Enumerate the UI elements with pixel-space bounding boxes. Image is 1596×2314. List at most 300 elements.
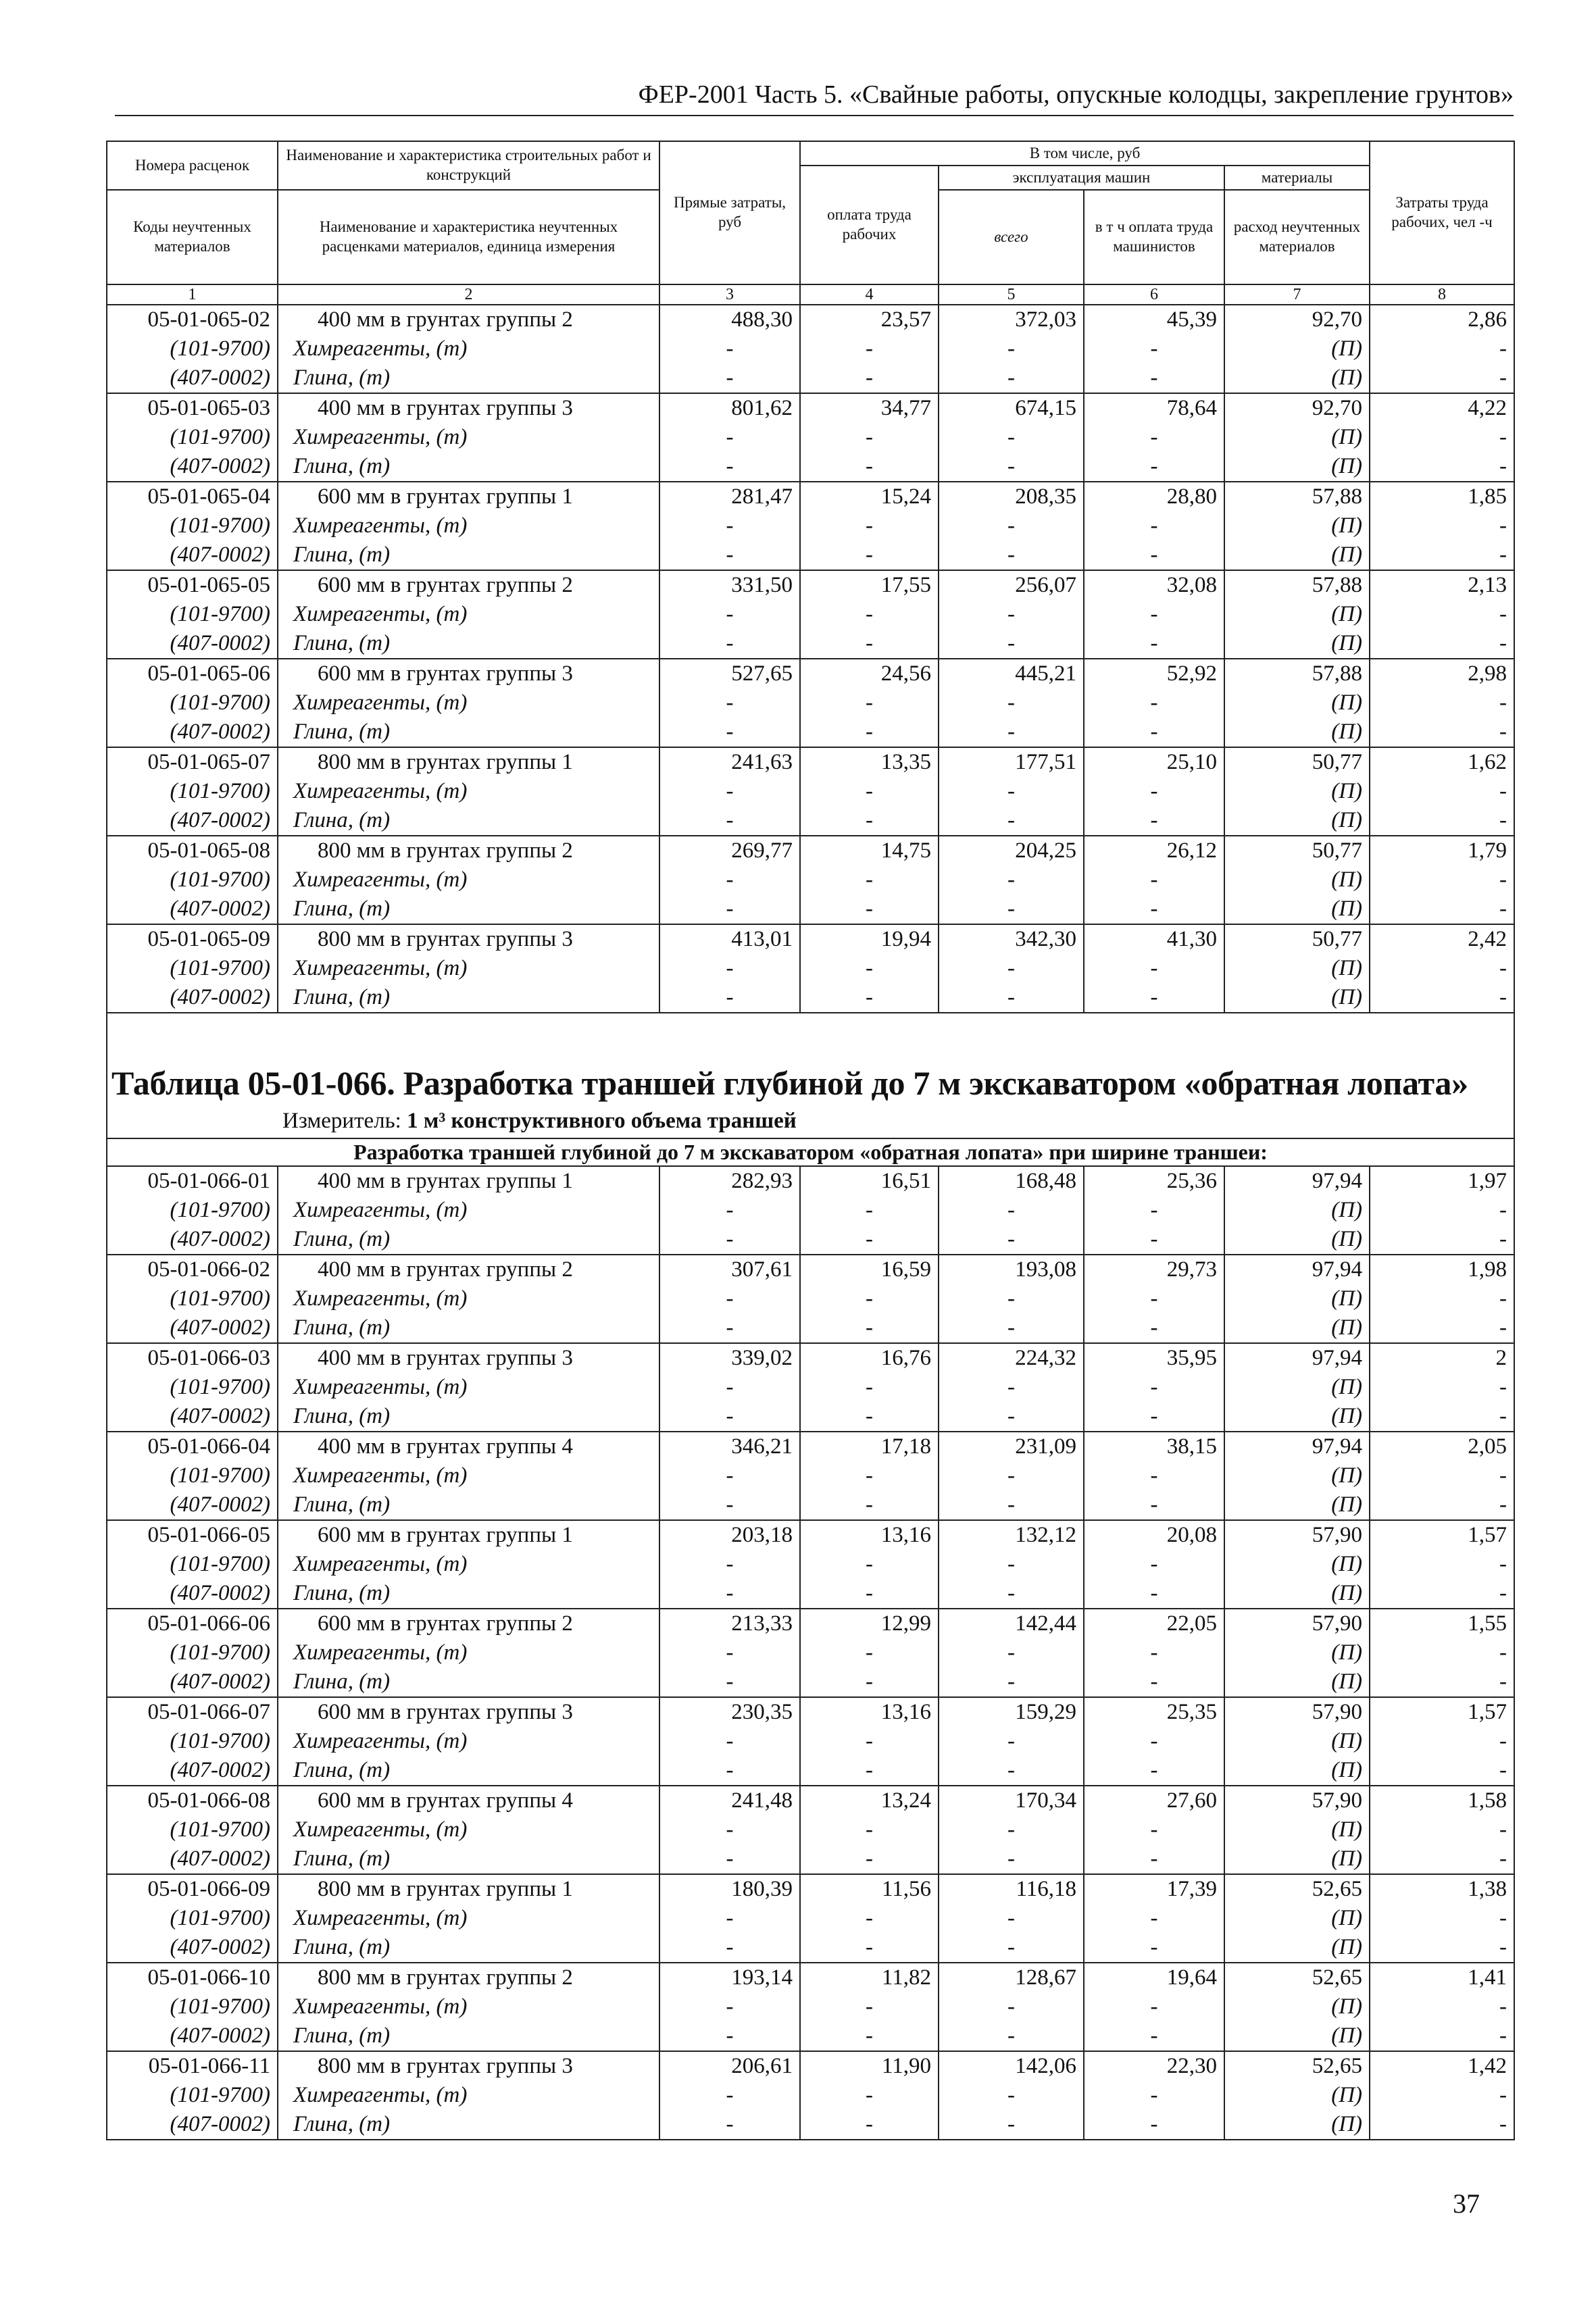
material-cost: 97,94 [1224, 1166, 1370, 1196]
machinist-labor-cost: 25,36 [1084, 1166, 1224, 1196]
rate-row [107, 1609, 1514, 1638]
material-name: Глина, (т) [278, 540, 659, 570]
rate-row [107, 659, 1514, 688]
material-name: Глина, (т) [278, 1667, 659, 1697]
rates-table [106, 141, 1515, 2140]
dash-cell: - [1084, 806, 1224, 836]
labor-cost: 34,77 [800, 393, 939, 423]
dash-cell: - [939, 2110, 1084, 2140]
labor-hours: 1,98 [1370, 1255, 1514, 1284]
dash-cell: - [939, 718, 1084, 747]
dash-cell: - [1084, 895, 1224, 924]
dash-cell: - [659, 1579, 800, 1609]
machinist-labor-cost: 41,30 [1084, 924, 1224, 954]
rate-name: 400 мм в грунтах группы 1 [278, 1166, 659, 1196]
material-code: (407-0002) [107, 1313, 278, 1343]
material-code: (407-0002) [107, 718, 278, 747]
dash-cell: - [1084, 1196, 1224, 1225]
dash-cell: - [1370, 1638, 1514, 1667]
material-row [107, 1904, 1514, 1933]
material-name: Химреагенты, (т) [278, 1461, 659, 1490]
material-row [107, 1284, 1514, 1313]
column-number: 3 [659, 284, 800, 305]
column-number: 4 [800, 284, 939, 305]
labor-cost: 14,75 [800, 836, 939, 865]
dash-cell: - [659, 1667, 800, 1697]
rate-code: 05-01-066-07 [107, 1697, 278, 1727]
machinist-labor-cost: 22,05 [1084, 1609, 1224, 1638]
material-row [107, 1225, 1514, 1255]
dash-cell: - [800, 1933, 939, 1963]
material-cost: 52,65 [1224, 1963, 1370, 1992]
labor-hours: 1,57 [1370, 1697, 1514, 1727]
material-name: Химреагенты, (т) [278, 423, 659, 452]
dash-cell: - [800, 865, 939, 895]
unaccounted-mark: (П) [1224, 1550, 1370, 1579]
dash-cell: - [800, 2081, 939, 2110]
unaccounted-mark: (П) [1224, 1756, 1370, 1786]
machine-cost: 256,07 [939, 570, 1084, 600]
dash-cell: - [800, 1461, 939, 1490]
dash-cell: - [939, 540, 1084, 570]
dash-cell: - [1370, 1904, 1514, 1933]
dash-cell: - [1370, 1313, 1514, 1343]
material-code: (407-0002) [107, 540, 278, 570]
dash-cell: - [1370, 718, 1514, 747]
dash-cell: - [939, 334, 1084, 363]
dash-cell: - [939, 1992, 1084, 2021]
machine-cost: 224,32 [939, 1343, 1084, 1373]
material-row [107, 1756, 1514, 1786]
dash-cell: - [800, 1756, 939, 1786]
material-row [107, 600, 1514, 629]
dash-cell: - [659, 511, 800, 540]
material-cost: 92,70 [1224, 305, 1370, 334]
dash-cell: - [1370, 1727, 1514, 1756]
material-cost: 57,90 [1224, 1609, 1370, 1638]
material-name: Химреагенты, (т) [278, 865, 659, 895]
dash-cell: - [1370, 983, 1514, 1013]
dash-cell: - [800, 2110, 939, 2140]
dash-cell: - [1370, 1284, 1514, 1313]
dash-cell: - [1370, 600, 1514, 629]
dash-cell: - [659, 688, 800, 718]
direct-cost: 269,77 [659, 836, 800, 865]
material-row [107, 1490, 1514, 1520]
material-cost: 57,90 [1224, 1786, 1370, 1815]
machinist-labor-cost: 45,39 [1084, 305, 1224, 334]
material-name: Химреагенты, (т) [278, 1196, 659, 1225]
dash-cell: - [1084, 1490, 1224, 1520]
material-name: Глина, (т) [278, 983, 659, 1013]
unaccounted-mark: (П) [1224, 2110, 1370, 2140]
machine-cost: 159,29 [939, 1697, 1084, 1727]
unaccounted-mark: (П) [1224, 688, 1370, 718]
dash-cell: - [1370, 777, 1514, 806]
labor-hours: 2,13 [1370, 570, 1514, 600]
rate-row [107, 2051, 1514, 2081]
machine-cost: 193,08 [939, 1255, 1084, 1284]
machine-cost: 132,12 [939, 1520, 1084, 1550]
unaccounted-mark: (П) [1224, 363, 1370, 393]
unaccounted-mark: (П) [1224, 895, 1370, 924]
material-cost: 57,90 [1224, 1520, 1370, 1550]
material-code: (101-9700) [107, 1196, 278, 1225]
machinist-labor-cost: 25,35 [1084, 1697, 1224, 1727]
column-number: 1 [107, 284, 278, 305]
dash-cell: - [939, 423, 1084, 452]
dash-cell: - [939, 1402, 1084, 1432]
material-row [107, 954, 1514, 983]
rate-row [107, 1786, 1514, 1815]
dash-cell: - [939, 1550, 1084, 1579]
rate-row [107, 747, 1514, 777]
direct-cost: 331,50 [659, 570, 800, 600]
material-code: (407-0002) [107, 1667, 278, 1697]
labor-cost: 13,24 [800, 1786, 939, 1815]
labor-hours: 2,42 [1370, 924, 1514, 954]
material-code: (407-0002) [107, 1933, 278, 1963]
dash-cell: - [800, 895, 939, 924]
labor-hours: 1,62 [1370, 747, 1514, 777]
rate-code: 05-01-065-04 [107, 482, 278, 511]
direct-cost: 193,14 [659, 1963, 800, 1992]
material-code: (407-0002) [107, 1402, 278, 1432]
dash-cell: - [1370, 1992, 1514, 2021]
dash-cell: - [939, 1373, 1084, 1402]
dash-cell: - [1084, 423, 1224, 452]
direct-cost: 801,62 [659, 393, 800, 423]
dash-cell: - [659, 954, 800, 983]
dash-cell: - [659, 1992, 800, 2021]
material-name: Химреагенты, (т) [278, 1373, 659, 1402]
col-direct-header: Прямые затраты, руб [659, 141, 800, 284]
dash-cell: - [800, 629, 939, 659]
machine-cost: 128,67 [939, 1963, 1084, 1992]
dash-cell: - [1084, 1638, 1224, 1667]
dash-cell: - [1084, 1461, 1224, 1490]
measure-label: Измеритель: [282, 1108, 407, 1133]
machinist-labor-cost: 38,15 [1084, 1432, 1224, 1461]
material-name: Глина, (т) [278, 629, 659, 659]
dash-cell: - [1084, 2081, 1224, 2110]
dash-cell: - [659, 865, 800, 895]
dash-cell: - [659, 629, 800, 659]
dash-cell: - [1084, 1550, 1224, 1579]
column-number: 5 [939, 284, 1084, 305]
unaccounted-mark: (П) [1224, 1490, 1370, 1520]
dash-cell: - [800, 2021, 939, 2051]
dash-cell: - [939, 2021, 1084, 2051]
dash-cell: - [939, 600, 1084, 629]
labor-hours: 1,41 [1370, 1963, 1514, 1992]
labor-hours: 2,86 [1370, 305, 1514, 334]
material-name: Глина, (т) [278, 363, 659, 393]
labor-cost: 16,76 [800, 1343, 939, 1373]
material-code: (101-9700) [107, 423, 278, 452]
dash-cell: - [659, 2081, 800, 2110]
dash-cell: - [1084, 688, 1224, 718]
dash-cell: - [659, 777, 800, 806]
price-table [106, 141, 1514, 2140]
material-code: (101-9700) [107, 1992, 278, 2021]
unaccounted-mark: (П) [1224, 1933, 1370, 1963]
material-row [107, 1402, 1514, 1432]
rate-row [107, 393, 1514, 423]
dash-cell: - [1084, 1727, 1224, 1756]
material-name: Химреагенты, (т) [278, 777, 659, 806]
dash-cell: - [939, 1638, 1084, 1667]
material-row [107, 865, 1514, 895]
rate-row [107, 924, 1514, 954]
dash-cell: - [659, 983, 800, 1013]
dash-cell: - [800, 1904, 939, 1933]
dash-cell: - [1370, 2021, 1514, 2051]
rate-row [107, 1255, 1514, 1284]
material-code: (101-9700) [107, 1904, 278, 1933]
dash-cell: - [1370, 452, 1514, 482]
rate-code: 05-01-066-10 [107, 1963, 278, 1992]
dash-cell: - [939, 954, 1084, 983]
material-row [107, 540, 1514, 570]
unaccounted-mark: (П) [1224, 1402, 1370, 1432]
dash-cell: - [1084, 1756, 1224, 1786]
dash-cell: - [1370, 688, 1514, 718]
labor-hours: 1,55 [1370, 1609, 1514, 1638]
direct-cost: 282,93 [659, 1166, 800, 1196]
machine-cost: 208,35 [939, 482, 1084, 511]
rate-code: 05-01-066-02 [107, 1255, 278, 1284]
dash-cell: - [659, 806, 800, 836]
unaccounted-mark: (П) [1224, 452, 1370, 482]
material-cost: 97,94 [1224, 1255, 1370, 1284]
machinist-labor-cost: 26,12 [1084, 836, 1224, 865]
material-name: Химреагенты, (т) [278, 1904, 659, 1933]
table1-body [107, 305, 1514, 1013]
dash-cell: - [939, 1815, 1084, 1844]
dash-cell: - [939, 1667, 1084, 1697]
material-name: Глина, (т) [278, 895, 659, 924]
dash-cell: - [659, 1638, 800, 1667]
rate-name: 600 мм в грунтах группы 3 [278, 659, 659, 688]
dash-cell: - [1370, 1815, 1514, 1844]
labor-hours: 1,57 [1370, 1520, 1514, 1550]
dash-cell: - [659, 1402, 800, 1432]
unaccounted-mark: (П) [1224, 1727, 1370, 1756]
dash-cell: - [939, 1490, 1084, 1520]
material-cost: 92,70 [1224, 393, 1370, 423]
machinist-labor-cost: 28,80 [1084, 482, 1224, 511]
dash-cell: - [800, 688, 939, 718]
dash-cell: - [1370, 511, 1514, 540]
unaccounted-mark: (П) [1224, 2081, 1370, 2110]
dash-cell: - [800, 511, 939, 540]
dash-cell: - [659, 1313, 800, 1343]
material-name: Глина, (т) [278, 1933, 659, 1963]
unaccounted-mark: (П) [1224, 2021, 1370, 2051]
col-name-header: Наименование и характеристика строительных работ и конструкций [278, 141, 659, 190]
unaccounted-mark: (П) [1224, 1373, 1370, 1402]
rate-row [107, 1697, 1514, 1727]
dash-cell: - [1370, 1667, 1514, 1697]
material-cost: 52,65 [1224, 2051, 1370, 2081]
dash-cell: - [1084, 1667, 1224, 1697]
direct-cost: 241,63 [659, 747, 800, 777]
dash-cell: - [800, 600, 939, 629]
dash-cell: - [939, 629, 1084, 659]
rate-code: 05-01-065-09 [107, 924, 278, 954]
col-codes-header: Номера расценок [107, 141, 278, 190]
rate-name: 400 мм в грунтах группы 3 [278, 1343, 659, 1373]
material-code: (101-9700) [107, 1638, 278, 1667]
rate-row [107, 305, 1514, 334]
material-cost: 57,88 [1224, 659, 1370, 688]
material-code: (101-9700) [107, 954, 278, 983]
dash-cell: - [800, 954, 939, 983]
page-number: 37 [1453, 2188, 1480, 2219]
table2-heading [107, 1013, 1514, 1166]
dash-cell: - [659, 1756, 800, 1786]
rate-code: 05-01-065-07 [107, 747, 278, 777]
column-number: 7 [1224, 284, 1370, 305]
material-code: (101-9700) [107, 1461, 278, 1490]
dash-cell: - [659, 1815, 800, 1844]
material-name: Химреагенты, (т) [278, 1992, 659, 2021]
dash-cell: - [800, 1490, 939, 1520]
rate-code: 05-01-066-06 [107, 1609, 278, 1638]
dash-cell: - [939, 1727, 1084, 1756]
col-material-name-header: Наименование и характеристика неучтенных расценками материалов, единица измерения [278, 190, 659, 284]
rate-code: 05-01-065-03 [107, 393, 278, 423]
dash-cell: - [800, 540, 939, 570]
material-row [107, 1373, 1514, 1402]
material-row [107, 1933, 1514, 1963]
unaccounted-mark: (П) [1224, 511, 1370, 540]
material-code: (101-9700) [107, 600, 278, 629]
material-cost: 97,94 [1224, 1343, 1370, 1373]
material-cost: 57,90 [1224, 1697, 1370, 1727]
dash-cell: - [800, 1638, 939, 1667]
material-code: (407-0002) [107, 452, 278, 482]
rate-name: 400 мм в грунтах группы 2 [278, 1255, 659, 1284]
machinist-labor-cost: 29,73 [1084, 1255, 1224, 1284]
dash-cell: - [939, 2081, 1084, 2110]
material-name: Глина, (т) [278, 1225, 659, 1255]
material-row [107, 629, 1514, 659]
dash-cell: - [939, 1196, 1084, 1225]
dash-cell: - [939, 895, 1084, 924]
material-cost: 97,94 [1224, 1432, 1370, 1461]
material-name: Химреагенты, (т) [278, 600, 659, 629]
dash-cell: - [939, 1904, 1084, 1933]
col-mach-total-header: всего [939, 190, 1084, 284]
material-code: (101-9700) [107, 334, 278, 363]
dash-cell: - [800, 1727, 939, 1756]
dash-cell: - [1084, 452, 1224, 482]
unaccounted-mark: (П) [1224, 1225, 1370, 1255]
material-row [107, 1196, 1514, 1225]
material-code: (407-0002) [107, 1756, 278, 1786]
dash-cell: - [659, 334, 800, 363]
material-code: (407-0002) [107, 983, 278, 1013]
material-row [107, 1992, 1514, 2021]
machine-cost: 170,34 [939, 1786, 1084, 1815]
dash-cell: - [1084, 1815, 1224, 1844]
dash-cell: - [1370, 1196, 1514, 1225]
dash-cell: - [1084, 629, 1224, 659]
rate-row [107, 1166, 1514, 1196]
rate-code: 05-01-066-03 [107, 1343, 278, 1373]
material-code: (101-9700) [107, 511, 278, 540]
dash-cell: - [1370, 2081, 1514, 2110]
dash-cell: - [1084, 1579, 1224, 1609]
dash-cell: - [659, 363, 800, 393]
rate-name: 600 мм в грунтах группы 2 [278, 570, 659, 600]
dash-cell: - [1084, 1373, 1224, 1402]
rate-row [107, 836, 1514, 865]
machine-cost: 142,06 [939, 2051, 1084, 2081]
dash-cell: - [1370, 540, 1514, 570]
dash-cell: - [939, 511, 1084, 540]
direct-cost: 241,48 [659, 1786, 800, 1815]
rate-name: 600 мм в грунтах группы 3 [278, 1697, 659, 1727]
dash-cell: - [1084, 1992, 1224, 2021]
dash-cell: - [1084, 1904, 1224, 1933]
col-labor-header: оплата труда рабочих [800, 166, 939, 284]
dash-cell: - [659, 452, 800, 482]
dash-cell: - [800, 1579, 939, 1609]
labor-hours: 2 [1370, 1343, 1514, 1373]
direct-cost: 413,01 [659, 924, 800, 954]
unaccounted-mark: (П) [1224, 1313, 1370, 1343]
dash-cell: - [939, 1284, 1084, 1313]
table2-title: Таблица 05-01-066. Разработка траншей глубиной до 7 м экскаватором «обратная лопата» [107, 1062, 1514, 1104]
rate-code: 05-01-065-06 [107, 659, 278, 688]
dash-cell: - [800, 1667, 939, 1697]
dash-cell: - [800, 718, 939, 747]
dash-cell: - [939, 1225, 1084, 1255]
dash-cell: - [659, 1933, 800, 1963]
rate-name: 400 мм в грунтах группы 2 [278, 305, 659, 334]
material-row [107, 1815, 1514, 1844]
rate-row [107, 482, 1514, 511]
material-row [107, 1844, 1514, 1874]
direct-cost: 213,33 [659, 1609, 800, 1638]
dash-cell: - [939, 777, 1084, 806]
dash-cell: - [1370, 1490, 1514, 1520]
material-name: Глина, (т) [278, 452, 659, 482]
dash-cell: - [800, 1196, 939, 1225]
material-code: (407-0002) [107, 1844, 278, 1874]
material-name: Химреагенты, (т) [278, 954, 659, 983]
material-code: (407-0002) [107, 363, 278, 393]
material-code: (407-0002) [107, 1225, 278, 1255]
material-cost: 52,65 [1224, 1874, 1370, 1904]
rate-code: 05-01-065-05 [107, 570, 278, 600]
measure-line [108, 1109, 1513, 1134]
labor-cost: 17,55 [800, 570, 939, 600]
dash-cell: - [1370, 1579, 1514, 1609]
dash-cell: - [1084, 1402, 1224, 1432]
material-row [107, 1667, 1514, 1697]
unaccounted-mark: (П) [1224, 334, 1370, 363]
rate-name: 600 мм в грунтах группы 1 [278, 1520, 659, 1550]
dash-cell: - [939, 1844, 1084, 1874]
machinist-labor-cost: 25,10 [1084, 747, 1224, 777]
dash-cell: - [1084, 2021, 1224, 2051]
dash-cell: - [1084, 983, 1224, 1013]
measure-value: 1 м³ конструктивного объема траншей [407, 1108, 797, 1133]
